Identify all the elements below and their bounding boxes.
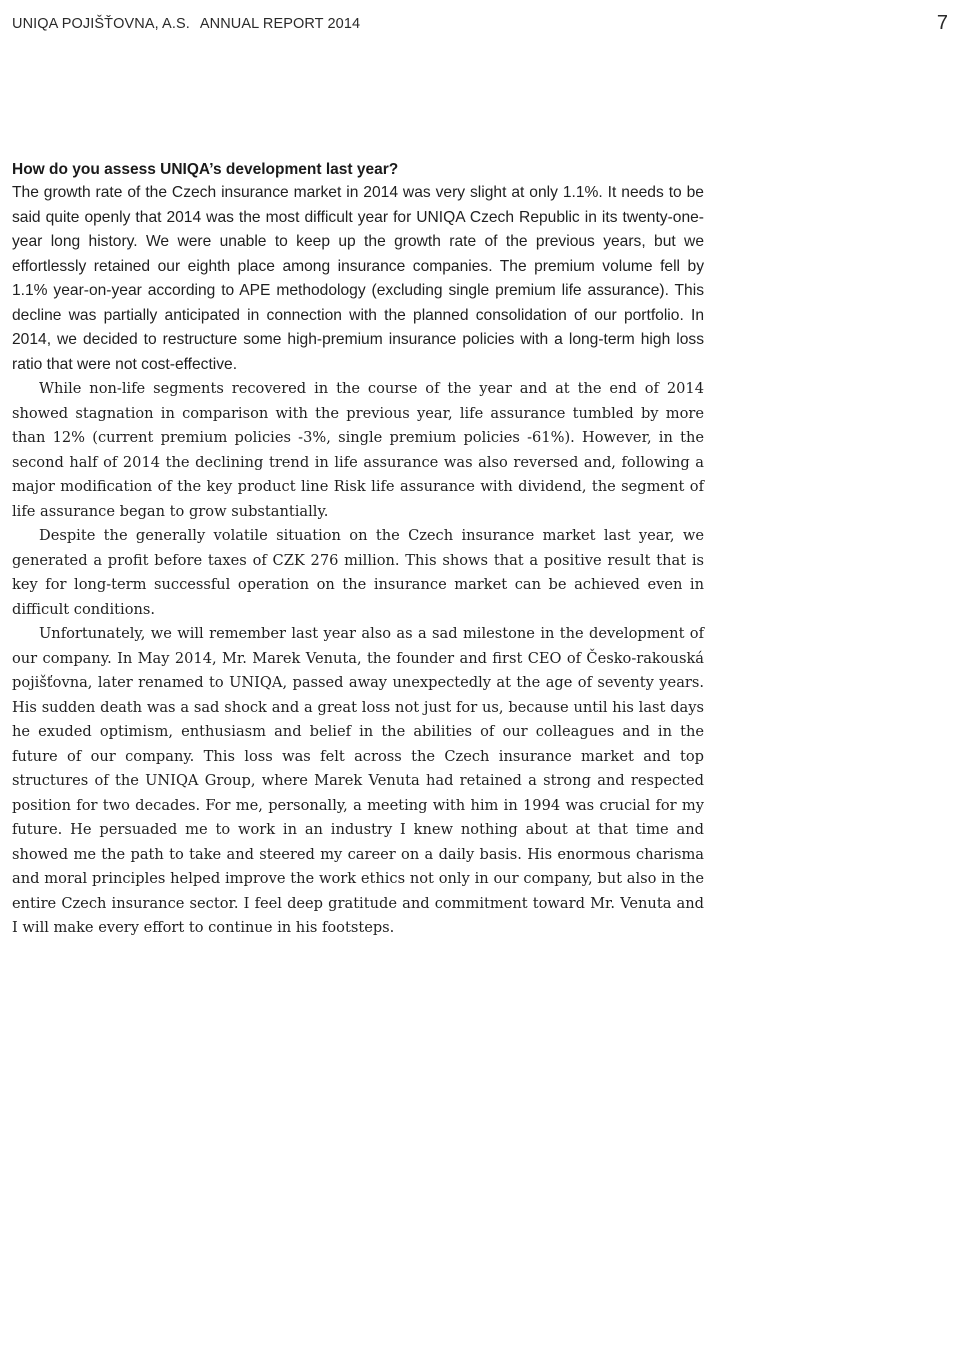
paragraph-segments: While non-life segments recovered in the course of the year and at the end of 2014 showed stagnation in comparison with the previous year, life assurance tumbled by more than 12% (current premium policies -3%, single premium policies -61%). However, in the second half of 2014 the declining trend in life assurance was also reversed and, following a major modification of the key product line Risk life assurance with dividend, the segment of life assurance began to grow substantially. bbox=[12, 380, 704, 520]
header-company: UNIQA POJIŠŤOVNA, A.S. bbox=[12, 16, 190, 32]
paragraph-tribute: Unfortunately, we will remember last year also as a sad milestone in the development of our company. In May 2014, Mr. Marek Venuta, the founder and first CEO of Česko-rakouská pojišťovna, later renamed to UNIQA, passed away unexpectedly at the age of seventy years. His sudden death was a sad shock and a great loss not just for us, because until his last days he exuded optimism, enthusiasm and belief in the abilities of our colleagues and in the future of our company. This loss was felt across the Czech insurance market and top structures of the UNIQA Group, where Marek Venuta had retained a strong and respected position for two decades. For me, personally, a meeting with him in 1994 was crucial for my future. He persuaded me to work in an industry I knew nothing about at that time and showed me the path to take and steered my career on a daily basis. His enormous charisma and moral principles helped improve the work ethics not only in our company, but also in the entire Czech insurance sector. I feel deep gratitude and commitment toward Mr. Venuta and I will make every effort to continue in his footsteps. bbox=[12, 625, 704, 936]
running-header bbox=[12, 16, 360, 32]
page-number: 7 bbox=[936, 12, 948, 34]
paragraph-profit: Despite the generally volatile situation on the Czech insurance market last year, we generated a profit before taxes of CZK 276 million. This shows that a positive result that is key for long-term successful operation on the insurance market can be achieved even in difficult conditions. bbox=[12, 527, 704, 618]
header-report-title: ANNUAL REPORT 2014 bbox=[199, 16, 361, 32]
article-body bbox=[12, 159, 704, 941]
interview-question: How do you assess UNIQA’s development last year? bbox=[12, 161, 399, 178]
paragraph-market-growth: The growth rate of the Czech insurance market in 2014 was very slight at only 1.1%. It needs to be said quite openly that 2014 was the most difficult year for UNIQA Czech Republic in its twenty-one-year long history. We were unable to keep up the growth rate of the previous years, but we effortlessly retained our eighth place among insurance companies. The premium volume fell by 1.1% year-on-year according to APE methodology (excluding single premium life assurance). This decline was partially anticipated in connection with the planned consolidation of our portfolio. In 2014, we decided to restructure some high-premium insurance policies with a long-term high loss ratio that were not cost-effective. bbox=[12, 184, 704, 373]
